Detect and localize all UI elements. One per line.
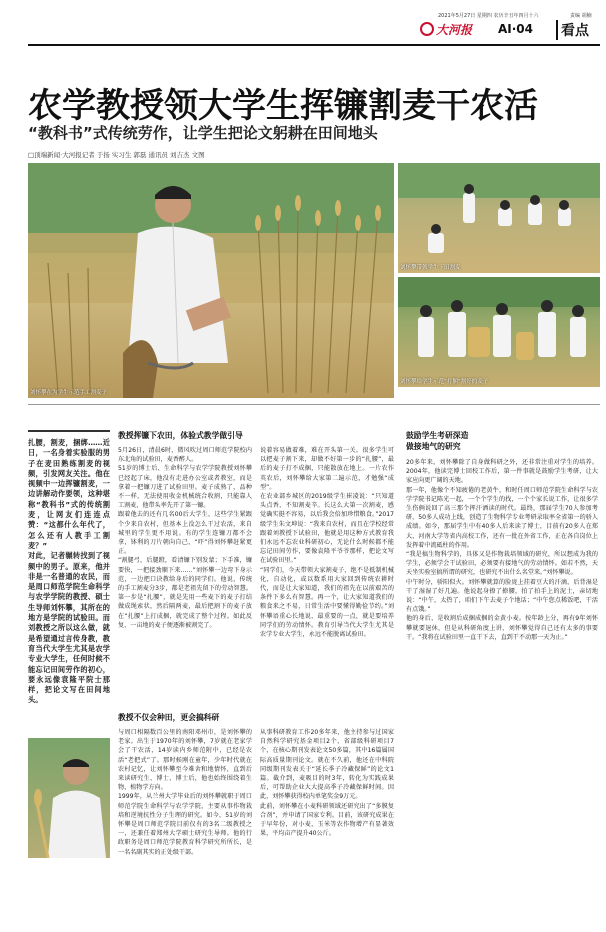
section-1-column-1: 5月26日，清晨6时，微风吹过周口师范学院校内东北角的试验田，麦香醉人。 51岁的博士后、生命科学与农学学院教授刘怀攀已经起了床，他没有走进办公室或者教室，而是拿着一把镰刀进了试验田里。麦子成熟了，品种不一样，无法使用收金机械统合收割，只能靠人工割麦，他带头率先开了第一镰。 跟着他去的还有几名00后大学生，这些学生紧跟个少来自农村，但基本上没怎么干过农活，来自城里的学生更不用说。有的学生连镰刀都不会拿，钵利的刀片朝向自己，“吓”得刘怀攀赶紧更正。 “割腿弓，后腿蹬，看清镰下别发蒙；下手准，镰要快，一把接劲顺下来……”刘怀攀一边弯下身示范，一边把口诀教给身后的同学们。他说，传统的手工割麦分3步，都是老祖先留下的劳动智慧。第一步是“扎腰”，就是先用一些麦下的麦子打结做成绳索状，然后隔两麦，最后把割下的麦子放在“扎腰”上打成捆，就完成了整个过程。如此反复，一亩地的麦子便逐渐被割完了。	[118, 447, 252, 629]
photo-rule	[28, 404, 600, 405]
masthead-date-line: 2021年5月27日 星期四 农历辛丑年四月十六	[438, 13, 539, 19]
lead-sidebar-top-rule	[28, 430, 110, 432]
portrait-photo	[28, 738, 110, 858]
headline: 农学教授领大学生挥镰割麦干农活	[28, 86, 538, 126]
logo-text: 大河报	[436, 22, 473, 37]
wheat-field-photo-illustration	[28, 163, 394, 398]
subheadline: “教科书”式传统劳作，让学生把论文躬耕在田间地头	[28, 124, 378, 142]
section-2-title: 教授不仅会种田，更会搞科研	[118, 713, 220, 722]
section-1-title: 教授挥镰下农田，体验式教学做引导	[118, 431, 243, 440]
students-harvesting-illustration	[398, 163, 600, 273]
masthead	[420, 12, 600, 42]
section-2-column-1: 与周口相隔数百公里的南阳邓州市，是刘怀攀的老家。出生于1970年的刘怀攀，7岁就在老家学会了干农活，14岁读内乡师范附中，已经是农活“老把式”了。那时候刚在童年，少年时代就在农村记忆，让刘怀攀至今难舍和地情怀，直到后来读研究生、博士、博士后，他也始终围绕着生物、植物学方向。 1999年，从兰州大学毕业后的刘怀攀就职于周口师范学院生命科学与农学学院，主要从事作物栽培和逆境抗性分子生理的研究。如今，51岁的刘怀攀是周口师范学院目前仅有的3名二级教授之一，还兼任着郑州大学硕士研究生导师。他的行政职务是周口师范学院教育科学研究所所长，是一名名副其实的正处级干部。	[118, 729, 252, 856]
section-title: 看点	[556, 20, 589, 40]
sheaf-binding-illustration	[398, 277, 600, 387]
logo-emblem-icon	[420, 22, 434, 36]
section-2-column-2: 从事科研教育工作20多年来，他主持参与过国家自然科学研究基金项目2个，省部级科研项目7个，在核心期刊发表论文50多篇，其中16篇属国际高质量期刊论文。就在不久前，他还在中科院同级期刊发表关于“延长季子冷藏保鲜”的论文1篇。截介到，麦吸目的时3年，转化为实践成果后，可帮助企业大大提高季子冷藏保鲜时间。因此，刘怀攀获得校内单笔奖金9万元。 此前，刘怀攀在小麦科研领域还研究出了“多膜复合剂”，并申请了国家专利。目前，该研究成果在于早年份，对小麦、玉米等农作物增产有显著效果，平均亩产提升40公斤。	[260, 729, 394, 838]
section-1-column-2: 说着容易做着难，难在开头第一关。很多学生可以把麦子割下来，却做不好第一步的“扎腰”，最后的麦子打不成捆，只能散放在地上。一片农作英农后，刘怀攀给大家第二遍示范，才勉强“成型”。 在农业部乡城区的2019级学生崔凌说：“只知道头点香，不知割麦辛。长这么大第一次割麦，感觉确实挺不容易，以后我会倍加珍惜粮食。”2017级学生朱文坤说：“我来自农村，而且在学校经常跟着刘教授下试验田，他就是用这种方式教育我们永远不忘农业科研初心，无论什么时候都不能忘记田间劳作，要像袁隆平爷爷那样，把论文写在试验田里。” “同学们，今天带领大家割麦子，绝不是抵制机械化，自动化，或以数系用大家回到传统农耕时代，而是让大家知道，我们的祖先在以前艰苦的条件下多么有智慧。再一个，让大家知道我们的粮食来之不易，日常生活中要懂得勤俭节约。”刘怀攀语重心长地说，最重要的一点，就是要培养同学们的劳动情怀。教育引导当代大学生尤其是农学专业大学生，永远不能脱离试验田。	[260, 447, 394, 639]
byline: □顶端新闻·大河报记者 于扬 实习生 郭磊 通讯员 刘吉杰 文图	[28, 151, 205, 159]
masthead-rule	[28, 44, 600, 46]
lead-sidebar-text: 扎腰，割麦，捆绑……近日，一名身着实验服的男子在麦田熟练割麦的视频，引发网友关注。他在视频中一边挥镰割麦，一边讲解动作要领，这种堪称“教科书”式的传统割麦，让网友们连连点赞：“这都什么年代了，怎么还有人教手工割麦？” 对此，记者辗转找到了视频中的男子。原来，他并非是一名普通的农民，而是周口师范学院生命科学与农学学院的教授、硕士生导师刘怀攀，其所在的地方是学院的试验田。而刘教授之所以这么做，就是希望通过言传身教，教育当代大学生尤其是农学专业大学生，任何时候不能忘记田间劳作的初心，要永远像袁隆平院士那样，把论文写在田间地头。	[28, 438, 110, 705]
main-photo-caption: 刘怀攀在为学生示范手工割麦子	[30, 390, 108, 396]
professor-portrait-illustration	[28, 738, 110, 858]
section-3-title: 鼓励学生考研深造 做接地气的研究	[406, 431, 469, 451]
right-bottom-photo	[398, 277, 600, 387]
lead-sidebar	[28, 430, 110, 750]
newspaper-logo	[420, 20, 472, 38]
right-top-photo	[398, 163, 600, 273]
masthead-editor-line: 责编 胡楠	[570, 13, 592, 19]
right-bottom-caption: 刘怀攀给学生示范“打捆”割好的麦子	[400, 379, 489, 385]
page-number: AⅠ·04	[498, 22, 534, 36]
main-photo	[28, 163, 394, 398]
right-top-caption: 刘怀攀带领学生下田割麦	[400, 265, 461, 271]
section-3-column: 20多年来，刘怀攀除了自身做科研之外，还非常注重对学生的培养。2004年，他读完博士回校工作后，第一件事就是鼓励学生考研，让大家应向更广阔的天地。 那一年，他像个不知疲倦的老黄牛，和时任周口师范学院生命科学与农学学院书记陈光一起，一个个学生的找，一个个家长说工作，让很多学生伤俩说回了高三那个挥汗洒读的时代。最终，那届学生70人参加考研，50多人成功上线，创造了生物科学专业考研录取率全省第一的骄人成绩。如今，那届学生中有40多人后来读了博士，目前有20多人在郑大、河南大学等省内高校工作，还有一批在外省工作，正在各自岗位上发挥着中流砥柱的作用。 “我是搞生物科学的，具体又是作物栽培领域的研究，所以想成为我的学生，必须学会干试验田，必须要有接地气的劳动情怀。如若不然，天天坐实验室搞所谓的研究，也研究不出什么名堂来。”刘怀攀说。 中午时分，骄阳似火。刘怀攀就算的脸庞上挂着豆大的汗滴，后背湿是干了湿湿了好几遍。他说起身撩了撩腰，拍了拍手上的泥土，亲切地说：“中午，太热了，咱们下午去麦子个地话；“中午您点稀饭吧，干活有点饿。” 他的身后，是收割后成捆成捆的金黄小麦。按年龄上分，再有9年刘怀攀就要退休，但是从科研角度上讲，刘怀攀觉得自己还有太多的事要干。“我将在试验田里一直干下去，直到干不动那一天为止。”	[406, 459, 598, 641]
